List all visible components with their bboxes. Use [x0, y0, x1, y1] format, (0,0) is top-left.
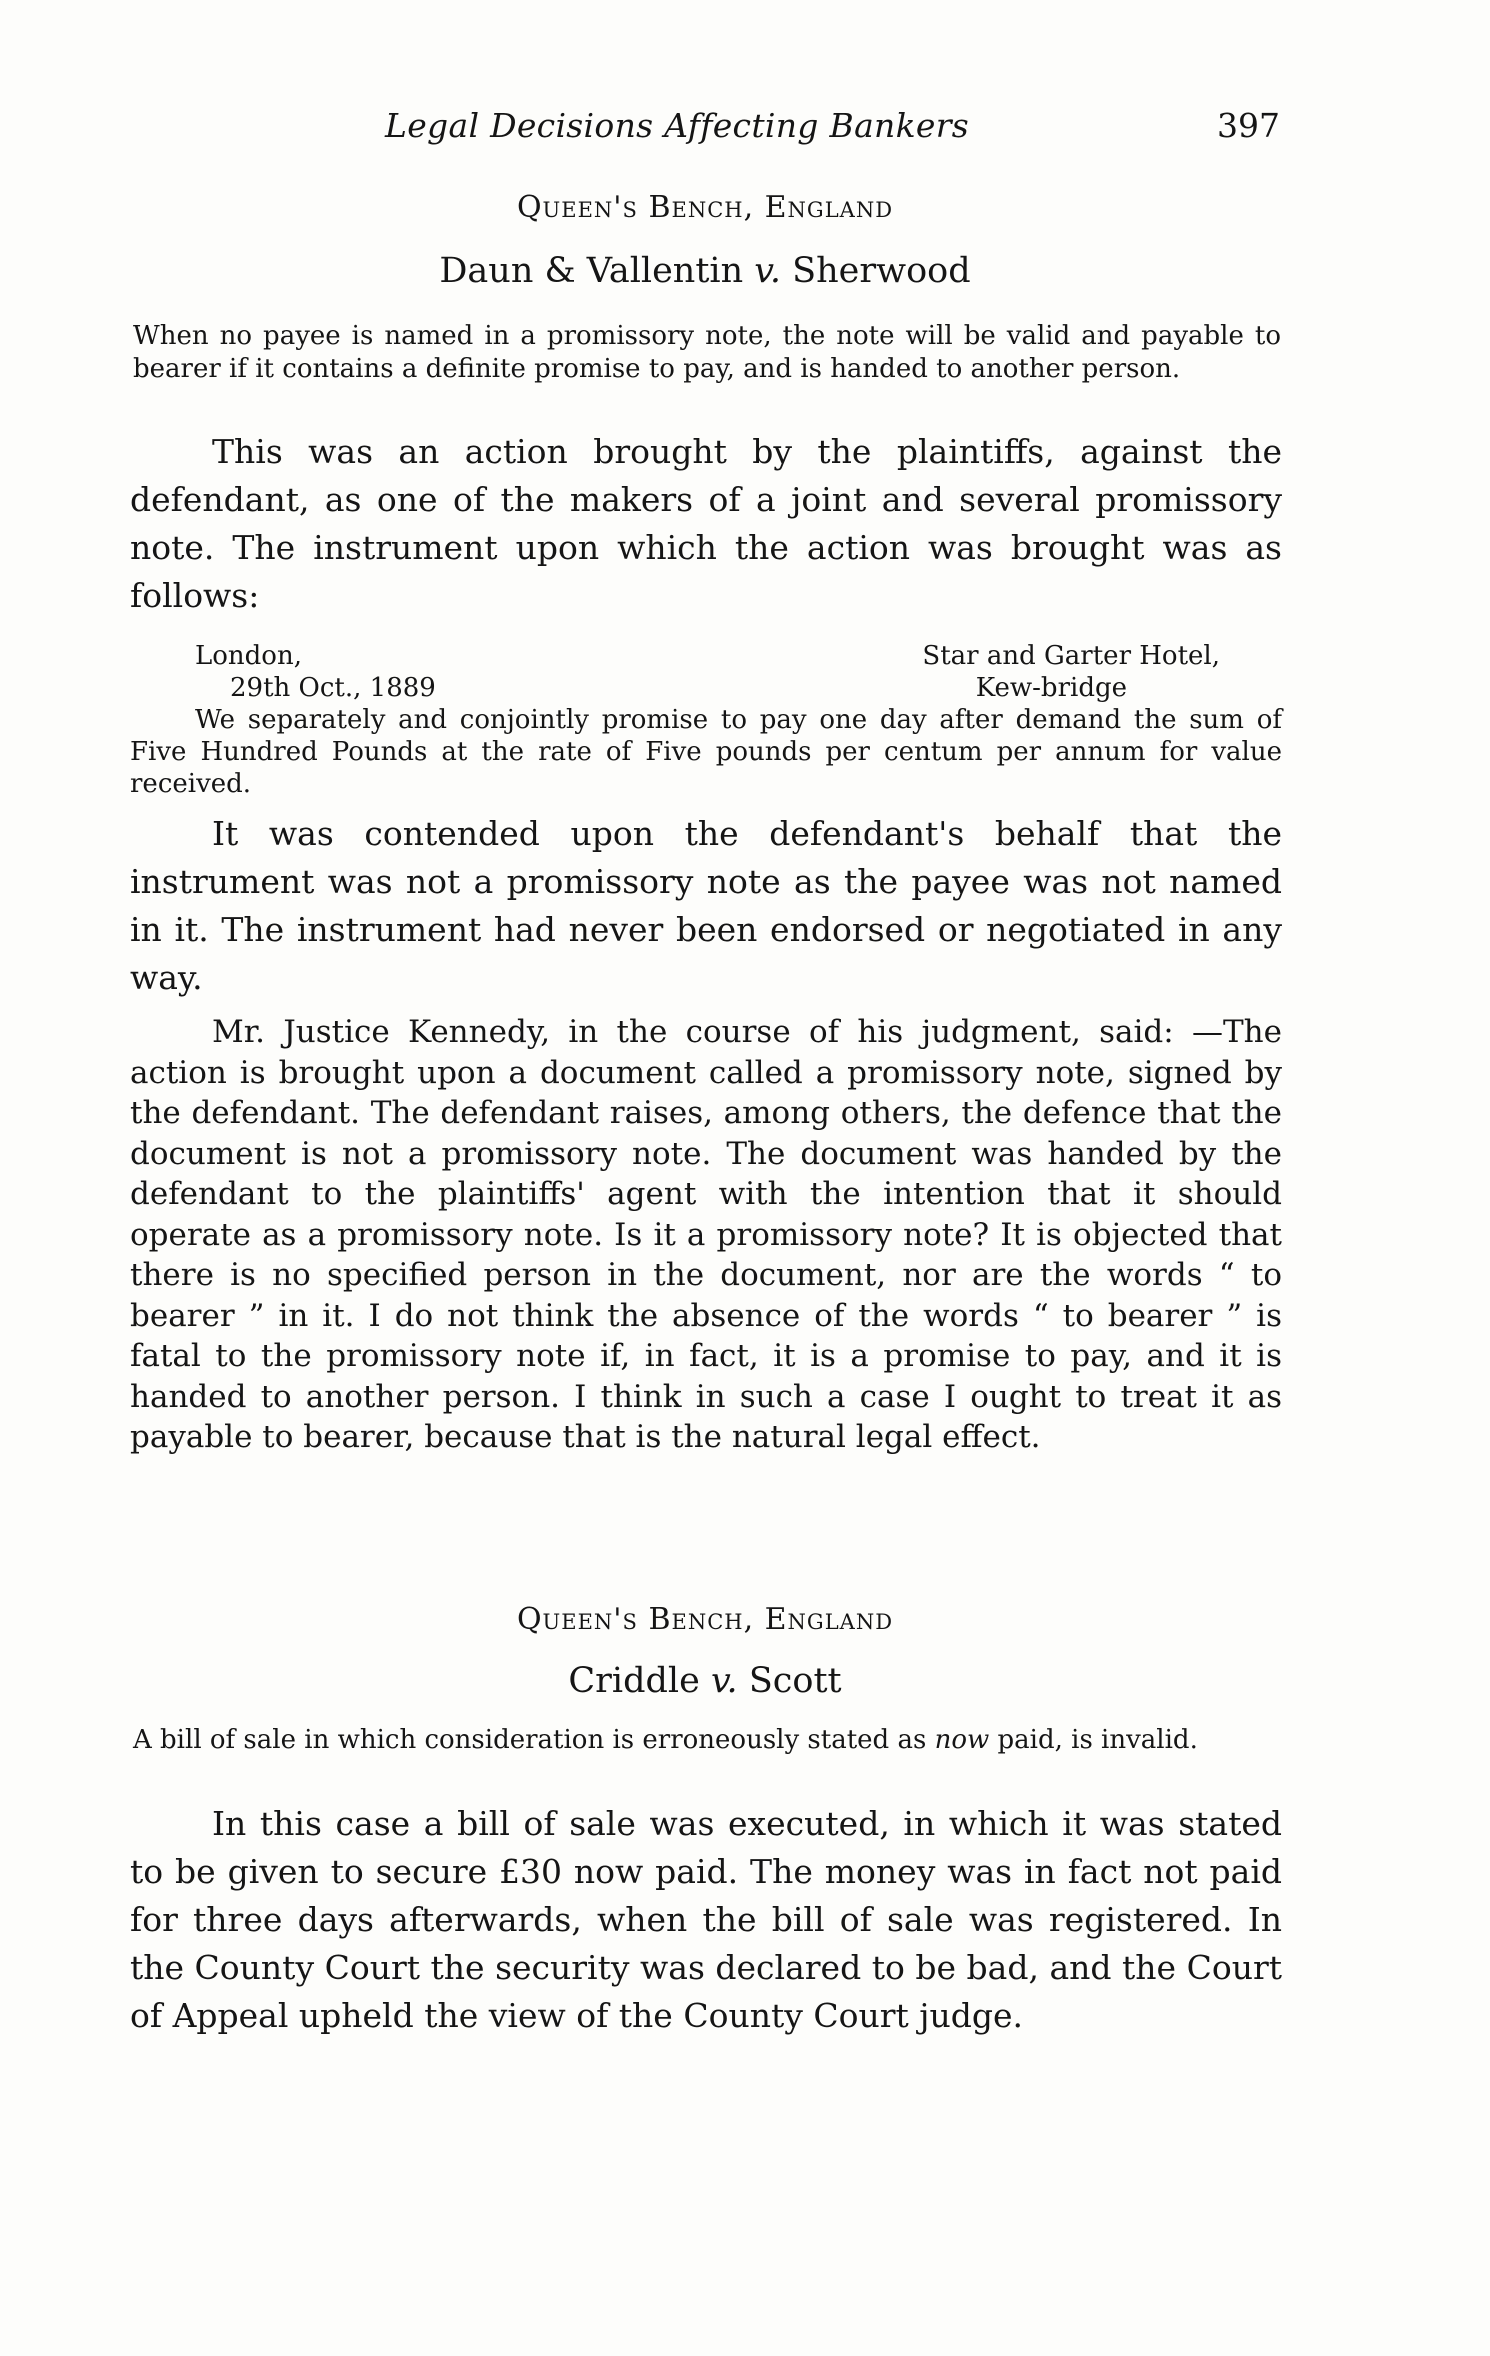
- headnote-1: [133, 320, 1281, 386]
- paragraph-4: In this case a bill of sale was executed, in which it was stated to be given to secure £30 now paid. The money was in fact not paid for three days afterwards, when the bill of sale was registered. In the County Court the security was declared to be bad, and the Court of Appeal upheld the view of the County Court judge.: [130, 1804, 1282, 2035]
- court-heading-1: Queen's Bench, England: [516, 190, 894, 225]
- note-place-left: London,: [195, 641, 302, 671]
- note-date-right: Kew-bridge: [975, 673, 1127, 703]
- page-number: 397: [1217, 106, 1280, 145]
- court-heading-2: Queen's Bench, England: [516, 1602, 894, 1637]
- case-title-1: Daun & Vallentin v. Sherwood: [439, 251, 971, 291]
- note-place-right: Star and Garter Hotel,: [922, 641, 1220, 671]
- headnote-2-text: A bill of sale in which consideration is erroneously stated as now paid, is invalid.: [133, 1725, 1198, 1755]
- note-text: We separately and conjointly promise to pay one day after demand the sum of Five Hundred Pounds at the rate of Five pounds per centum per annum for value received.: [130, 705, 1282, 799]
- promissory-note-quote: [130, 640, 1282, 800]
- paragraph-2: It was contended upon the defendant's behalf that the instrument was not a promissory note as the payee was not named in it. The instrument had never been endorsed or negotiated in any way.: [130, 814, 1282, 997]
- headnote-1-text: When no payee is named in a promissory note, the note will be valid and payable to bearer if it contains a definite promise to pay, and is handed to another person.: [133, 321, 1281, 384]
- running-title: Legal Decisions Affecting Bankers: [385, 106, 970, 145]
- paragraph-1: This was an action brought by the plaintiffs, against the defendant, as one of the makers of a joint and several promissory note. The instrument upon which the action was brought was as follows:: [130, 432, 1282, 615]
- note-date-left: 29th Oct., 1889: [230, 673, 436, 703]
- case-title-2: Criddle v. Scott: [568, 1661, 842, 1701]
- headnote-2: [133, 1724, 1281, 1757]
- paragraph-3: Mr. Justice Kennedy, in the course of his judgment, said: —The action is brought upon a document called a promissory note, signed by the defendant. The defendant raises, among others, the defence that the document is not a promissory note. The document was handed by the defendant to the plaintiffs' agent with the intention that it should operate as a promissory note. Is it a promissory note? It is objected that there is no specified person in the document, nor are the words “ to bearer ” in it. I do not think the absence of the words “ to bearer ” is fatal to the promissory note if, in fact, it is a promise to pay, and it is handed to another person. I think in such a case I ought to treat it as payable to bearer, because that is the natural legal effect.: [130, 1014, 1282, 1455]
